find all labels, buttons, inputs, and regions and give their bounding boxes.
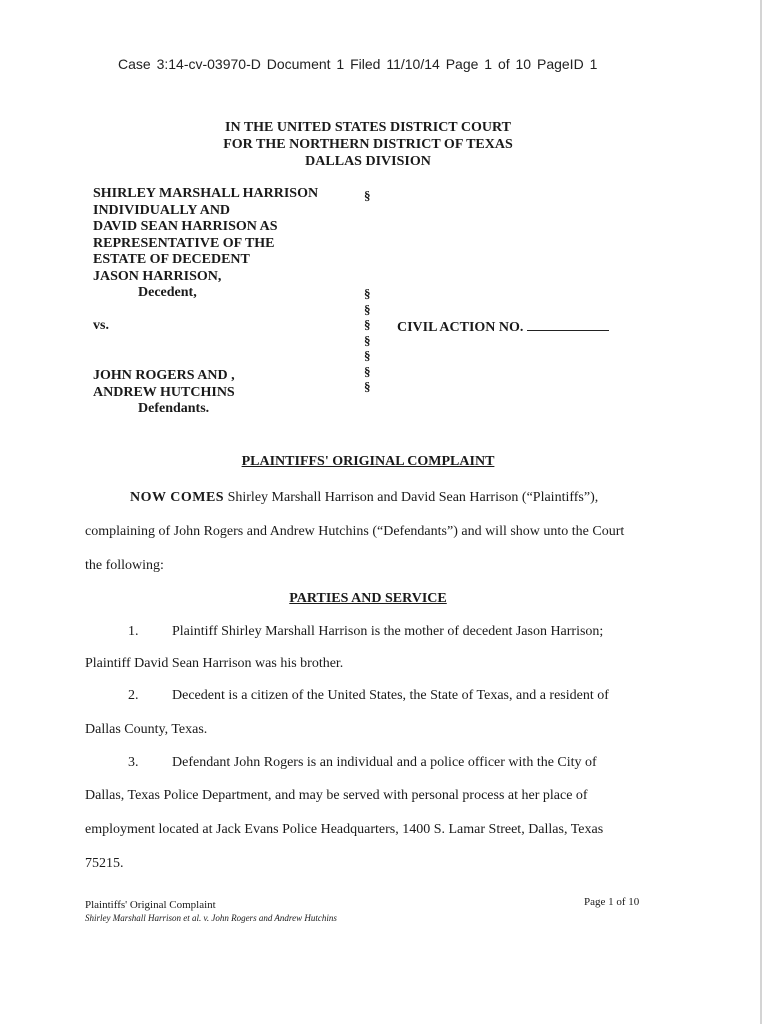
court-name-line-2: FOR THE NORTHERN DISTRICT OF TEXAS: [223, 137, 513, 152]
footer-title: Plaintiffs' Original Complaint: [85, 899, 216, 911]
paragraph-number: 3.: [128, 755, 139, 770]
ecf-header-stamp: Case 3:14-cv-03970-D Document 1 Filed 11/10/14 Page 1 of 10 PageID 1: [118, 56, 598, 72]
court-name-line-1: IN THE UNITED STATES DISTRICT COURT: [225, 120, 511, 135]
intro-line-1: [130, 490, 598, 506]
plaintiff-line: DAVID SEAN HARRISON AS: [93, 219, 278, 234]
court-division: DALLAS DIVISION: [305, 154, 431, 169]
defendant-line: ANDREW HUTCHINS: [93, 384, 235, 400]
plaintiff-line: SHIRLEY MARSHALL HARRISON: [93, 186, 319, 201]
section-heading: PARTIES AND SERVICE: [289, 591, 447, 606]
paragraph-number: 1.: [128, 624, 139, 639]
footer-case-style: Shirley Marshall Harrison et al. v. John Rogers and Andrew Hutchins: [85, 913, 337, 923]
section-symbol: §: [364, 348, 371, 363]
paragraph-1-line-1: Plaintiff Shirley Marshall Harrison is the mother of decedent Jason Harrison;: [172, 624, 604, 639]
footer-page-number: Page 1 of 10: [584, 896, 640, 908]
paragraph-3-line-1: Defendant John Rogers is an individual and a police officer with the City of: [172, 755, 597, 770]
caption-plaintiffs: [93, 186, 318, 302]
civil-action-label: CIVIL ACTION NO.: [397, 320, 524, 335]
plaintiff-line: INDIVIDUALLY AND: [93, 202, 231, 218]
paragraph-number: 2.: [128, 688, 139, 703]
defendant-role: Defendants.: [138, 401, 210, 416]
plaintiff-role: Decedent,: [138, 285, 197, 300]
civil-action-number: [397, 318, 609, 337]
section-symbol-column: [364, 286, 371, 395]
section-symbol: §: [364, 188, 371, 203]
section-symbol: §: [364, 317, 371, 332]
paragraph-3-line-2: Dallas, Texas Police Department, and may be served with personal process at her place of: [85, 788, 588, 803]
defendant-line: JOHN ROGERS AND ,: [93, 368, 235, 383]
plaintiff-line: ESTATE OF DECEDENT: [93, 252, 250, 267]
section-symbol: §: [364, 363, 371, 379]
complaint-title: PLAINTIFFS' ORIGINAL COMPLAINT: [241, 454, 495, 469]
paragraph-2-line-1: Decedent is a citizen of the United States, the State of Texas, and a resident of: [172, 688, 609, 703]
paragraph-1-line-2: Plaintiff David Sean Harrison was his brother.: [85, 656, 344, 671]
intro-line-2: complaining of John Rogers and Andrew Hutchins (“Defendants”) and will show unto the Court: [85, 524, 625, 539]
intro-lead: NOW COMES: [130, 490, 225, 505]
paragraph-3-line-4: 75215.: [85, 856, 124, 871]
page-edge-shadow: [760, 0, 762, 1024]
caption-defendants: [93, 368, 235, 418]
civil-action-blank: [527, 318, 609, 331]
intro-rest: Shirley Marshall Harrison and David Sean Harrison (“Plaintiffs”),: [227, 490, 599, 505]
section-symbol: §: [364, 379, 371, 394]
paragraph-2-line-2: Dallas County, Texas.: [85, 722, 208, 737]
paragraph-3-line-3: employment located at Jack Evans Police Headquarters, 1400 S. Lamar Street, Dallas, Texas: [85, 822, 604, 837]
plaintiff-line: REPRESENTATIVE OF THE: [93, 235, 275, 251]
section-symbol: §: [364, 286, 371, 301]
plaintiff-line: JASON HARRISON,: [93, 268, 222, 284]
caption-vs: vs.: [93, 318, 109, 333]
intro-line-3: the following:: [85, 558, 164, 573]
section-symbol: §: [364, 332, 371, 348]
section-symbol: §: [364, 301, 371, 317]
